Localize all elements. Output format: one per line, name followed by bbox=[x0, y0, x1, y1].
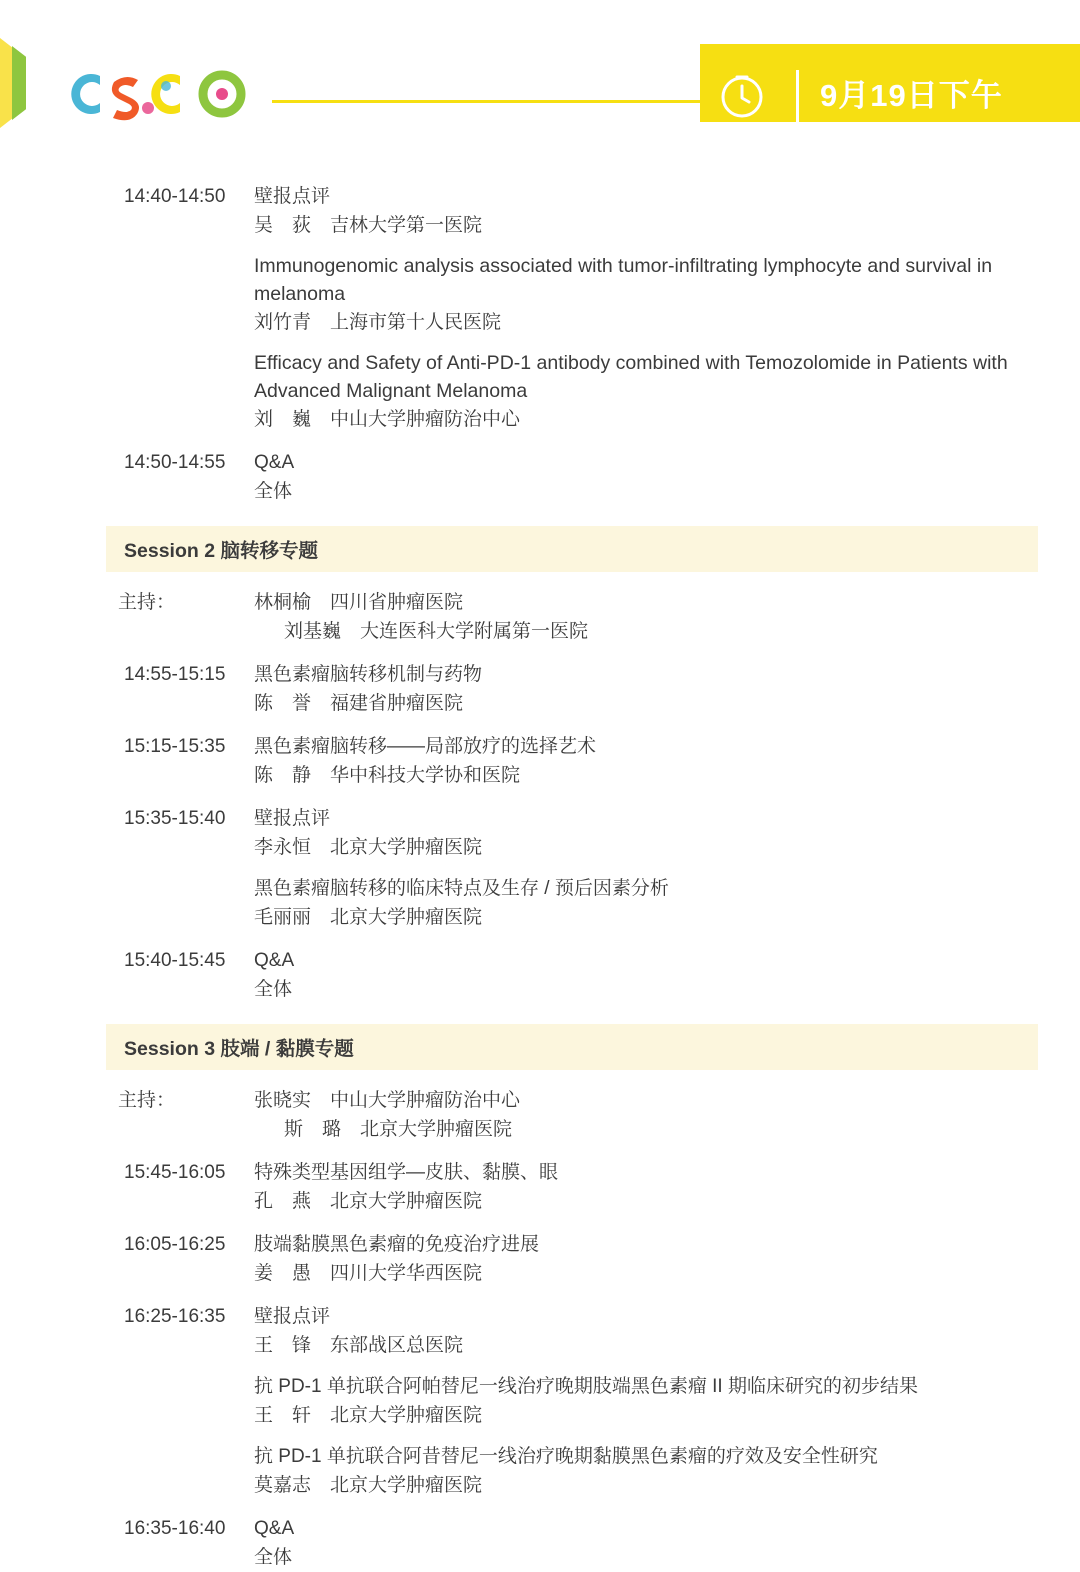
schedule-content bbox=[254, 946, 1038, 1004]
topic-line: 肢端黏膜黑色素瘤的免疫治疗进展 bbox=[254, 1234, 540, 1255]
session-host-row bbox=[0, 588, 1080, 646]
clock-icon bbox=[718, 72, 766, 120]
host-name-line: 张晓实 中山大学肿瘤防治中心 bbox=[254, 1090, 521, 1111]
speaker-line: 姜 愚 四川大学华西医院 bbox=[254, 1263, 483, 1284]
host-name-line: 斯 璐 北京大学肿瘤医院 bbox=[284, 1119, 513, 1140]
schedule-time: 16:05-16:25 bbox=[124, 1234, 226, 1255]
topic-line: 壁报点评 bbox=[254, 186, 331, 207]
host-name-line: 林桐榆 四川省肿瘤医院 bbox=[254, 592, 464, 613]
speaker-line: 陈 静 华中科技大学协和医院 bbox=[254, 765, 521, 786]
schedule-content bbox=[254, 1158, 1038, 1216]
host-name-line: 刘基巍 大连医科大学附属第一医院 bbox=[284, 621, 589, 642]
program-schedule bbox=[0, 160, 1080, 1572]
speaker-line: 孔 燕 北京大学肿瘤医院 bbox=[254, 1191, 483, 1212]
schedule-row bbox=[0, 1302, 1080, 1500]
topic-line: 黑色素瘤脑转移机制与药物 bbox=[254, 664, 483, 685]
host-names bbox=[254, 1086, 1038, 1144]
schedule-content bbox=[254, 660, 1038, 718]
topic-line: 壁报点评 bbox=[254, 1306, 331, 1327]
schedule-time: 15:15-15:35 bbox=[124, 736, 226, 757]
host-label: 主持： bbox=[118, 592, 176, 613]
header-vertical-divider bbox=[796, 70, 799, 122]
topic-line: 特殊类型基因组学—皮肤、黏膜、眼 bbox=[254, 1162, 559, 1183]
schedule-row bbox=[0, 1230, 1080, 1288]
speaker-line: 全体 bbox=[254, 1547, 293, 1568]
session-host-row bbox=[0, 1086, 1080, 1144]
schedule-content bbox=[254, 1230, 1038, 1288]
schedule-row bbox=[0, 804, 1080, 932]
topic-line: Q&A bbox=[254, 950, 295, 971]
speaker-line: 刘竹青 上海市第十人民医院 bbox=[254, 312, 502, 333]
schedule-content bbox=[254, 732, 1038, 790]
header-divider-line bbox=[272, 100, 702, 103]
topic-line: Q&A bbox=[254, 452, 295, 473]
speaker-line: 全体 bbox=[254, 979, 293, 1000]
schedule-row bbox=[0, 1514, 1080, 1572]
topic-line: 黑色素瘤脑转移的临床特点及生存 / 预后因素分析 bbox=[254, 878, 669, 899]
schedule-content bbox=[254, 182, 1038, 434]
speaker-line: 毛丽丽 北京大学肿瘤医院 bbox=[254, 907, 483, 928]
schedule-row bbox=[0, 660, 1080, 718]
topic-line: 壁报点评 bbox=[254, 808, 331, 829]
host-names bbox=[254, 588, 1038, 646]
header-date-label: 9月19日下午 bbox=[820, 78, 1003, 113]
decorative-triangle-inner bbox=[26, 54, 64, 112]
speaker-line: 刘 巍 中山大学肿瘤防治中心 bbox=[254, 409, 521, 430]
speaker-line: 王 轩 北京大学肿瘤医院 bbox=[254, 1405, 483, 1426]
speaker-line: 莫嘉志 北京大学肿瘤医院 bbox=[254, 1475, 483, 1496]
schedule-time: 14:55-15:15 bbox=[124, 664, 226, 685]
schedule-row bbox=[0, 448, 1080, 506]
schedule-content bbox=[254, 804, 1038, 932]
session-header: Session 3 肢端 / 黏膜专题 bbox=[106, 1024, 1038, 1070]
topic-line: Q&A bbox=[254, 1518, 295, 1539]
schedule-time: 14:40-14:50 bbox=[124, 186, 226, 207]
schedule-time: 15:45-16:05 bbox=[124, 1162, 226, 1183]
schedule-time: 16:25-16:35 bbox=[124, 1306, 226, 1327]
speaker-line: 吴 荻 吉林大学第一医院 bbox=[254, 215, 483, 236]
topic-line: 抗 PD-1 单抗联合阿昔替尼一线治疗晚期黏膜黑色素瘤的疗效及安全性研究 bbox=[254, 1446, 878, 1467]
topic-line: 黑色素瘤脑转移——局部放疗的选择艺术 bbox=[254, 736, 597, 757]
session-header: Session 2 脑转移专题 bbox=[106, 526, 1038, 572]
schedule-row bbox=[0, 946, 1080, 1004]
schedule-time: 16:35-16:40 bbox=[124, 1518, 226, 1539]
schedule-row bbox=[0, 182, 1080, 434]
schedule-content bbox=[254, 1302, 1038, 1500]
speaker-line: 李永恒 北京大学肿瘤医院 bbox=[254, 837, 483, 858]
schedule-time: 14:50-14:55 bbox=[124, 452, 226, 473]
schedule-content bbox=[254, 448, 1038, 506]
speaker-line: 王 锋 东部战区总医院 bbox=[254, 1335, 464, 1356]
schedule-row bbox=[0, 732, 1080, 790]
schedule-content bbox=[254, 1514, 1038, 1572]
schedule-time: 15:40-15:45 bbox=[124, 950, 226, 971]
speaker-line: 陈 誉 福建省肿瘤医院 bbox=[254, 693, 464, 714]
abstract-title-en: Immunogenomic analysis associated with tumor-infiltrating lymphocyte and survival in melanoma bbox=[254, 255, 993, 305]
schedule-time: 15:35-15:40 bbox=[124, 808, 226, 829]
page-header bbox=[0, 0, 1080, 160]
abstract-title-en: Efficacy and Safety of Anti-PD-1 antibody combined with Temozolomide in Patients with Advanced Malignant Melanoma bbox=[254, 352, 1008, 402]
host-label: 主持： bbox=[118, 1090, 176, 1111]
speaker-line: 全体 bbox=[254, 481, 293, 502]
schedule-row bbox=[0, 1158, 1080, 1216]
csco-logo bbox=[62, 64, 272, 124]
topic-line: 抗 PD-1 单抗联合阿帕替尼一线治疗晚期肢端黑色素瘤 II 期临床研究的初步结果 bbox=[254, 1376, 918, 1397]
